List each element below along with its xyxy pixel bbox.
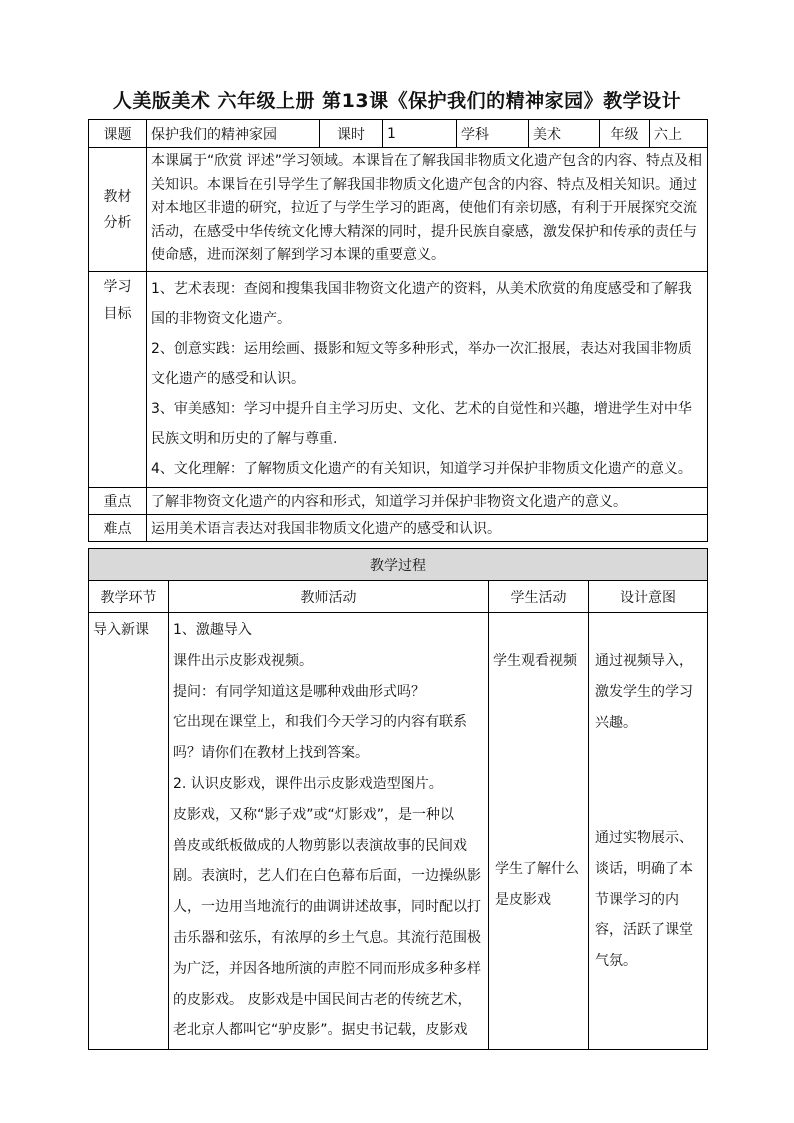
process-row-intro: [89, 613, 708, 1050]
analysis-label: [89, 148, 147, 272]
teacher-line: 2. 认识皮影戏，课件出示皮影戏造型图片。: [173, 775, 443, 792]
analysis-label-text: 教材分析: [103, 188, 132, 231]
goals-label-text: 学习目标: [103, 279, 132, 322]
teacher-line: 提问：有同学知道这是哪种戏曲形式吗？: [173, 683, 425, 700]
goal-item: 4、文化理解：了解物质文化遗产的有关知识，知道学习并保护非物质文化遗产的意义。: [151, 461, 692, 477]
lesson-info-table: [88, 119, 708, 542]
teacher-line: 的皮影戏。 皮影戏是中国民间古老的传统艺术，: [173, 991, 472, 1008]
teacher-line: 它出现在课堂上，和我们今天学习的内容有联系: [173, 714, 467, 731]
teacher-line: 老北京人都叫它“驴皮影”。据史书记载，皮影戏: [173, 1022, 468, 1039]
teacher-line: 人，一边用当地流行的曲调讲述故事，同时配以打: [173, 899, 481, 916]
course-value: 保护我们的精神家园: [147, 120, 320, 148]
teaching-process-table: [88, 548, 708, 1050]
teacher-line: 1、激趣导入: [173, 622, 252, 638]
period-value: 1: [383, 120, 457, 148]
process-header-row: [89, 549, 708, 581]
header-row: [89, 120, 708, 148]
teacher-line: 兽皮或纸板做成的人物剪影以表演故事的民间戏: [173, 837, 467, 854]
teacher-line: 皮影戏，又称“影子戏”或“灯影戏”，是一种以: [173, 806, 455, 823]
goals-list: [147, 272, 708, 488]
period-label: 课时: [320, 120, 383, 148]
stage-cell: 导入新课: [89, 613, 169, 1050]
subject-label: 学科: [457, 120, 529, 148]
teacher-line: 为广泛，并因各地所演的声腔不同而形成多种多样: [173, 960, 481, 977]
course-label: 课题: [89, 120, 147, 148]
grade-value: 六上: [650, 120, 708, 148]
goals-label: [89, 272, 147, 488]
goal-item: 3、审美感知：学习中提升自主学习历史、文化、艺术的自觉性和兴趣，增进学生对中华民族文明和历史的了解与尊重.: [151, 401, 692, 447]
design-intent-cell: [589, 613, 708, 1050]
teacher-line: 剧。表演时，艺人们在白色幕布后面，一边操纵影: [173, 868, 481, 885]
col-teacher: 教师活动: [169, 581, 489, 613]
col-student: 学生活动: [489, 581, 589, 613]
teacher-activity-cell: [169, 613, 489, 1050]
difficulty-row: [89, 515, 708, 542]
design-intent-1: 通过视频导入，激发学生的学习兴趣。: [595, 653, 693, 731]
difficulty-text: 运用美术语言表达对我国非物质文化遗产的感受和认识。: [147, 515, 708, 542]
key-point-row: [89, 488, 708, 515]
col-stage: 教学环节: [89, 581, 169, 613]
key-point-label: 重点: [89, 488, 147, 515]
goal-item: 2、创意实践：运用绘画、摄影和短文等多种形式，举办一次汇报展，表达对我国非物质文化遗产的感受和认识。: [151, 341, 692, 387]
student-activity-cell: [489, 613, 589, 1050]
student-activity-1: 学生观看视频: [493, 653, 577, 669]
process-header: 教学过程: [89, 549, 708, 581]
design-intent-2: 通过实物展示、谈话，明确了本节课学习的内容，活跃了课堂气氛。: [595, 830, 693, 970]
analysis-text: 本课属于“欣赏 评述”学习领域。本课旨在了解我国非物质文化遗产包含的内容、特点及相关知识。本课旨在引导学生了解我国非物质文化遗产包含的内容、特点及相关知识。通过对本地区非遗的研究，拉近了与学生学习的距离，使他们有亲切感，有利于开展探究交流活动，在感受中华传统文化博大精深的同时，提升民族自豪感，激发保护和传承的责任与使命感，进而深刻了解到学习本课的重要意义。: [147, 148, 708, 272]
subject-value: 美术: [529, 120, 600, 148]
teacher-line: 吗？请你们在教材上找到答案。: [173, 745, 369, 762]
analysis-row: [89, 148, 708, 272]
student-activity-2: 学生了解什么是皮影戏: [495, 861, 579, 908]
col-intent: 设计意图: [589, 581, 708, 613]
page-title: 人美版美术 六年级上册 第13课《保护我们的精神家园》教学设计: [112, 90, 682, 112]
process-columns-row: [89, 581, 708, 613]
teacher-line: 课件出示皮影戏视频。: [173, 652, 313, 669]
teacher-line: 击乐器和弦乐，有浓厚的乡土气息。其流行范围极: [173, 929, 481, 946]
goals-row: [89, 272, 708, 488]
grade-label: 年级: [600, 120, 650, 148]
key-point-text: 了解非物资文化遗产的内容和形式，知道学习并保护非物资文化遗产的意义。: [147, 488, 708, 515]
difficulty-label: 难点: [89, 515, 147, 542]
goal-item: 1、艺术表现：查阅和搜集我国非物资文化遗产的资料，从美术欣赏的角度感受和了解我国的非物资文化遗产。: [151, 281, 692, 327]
